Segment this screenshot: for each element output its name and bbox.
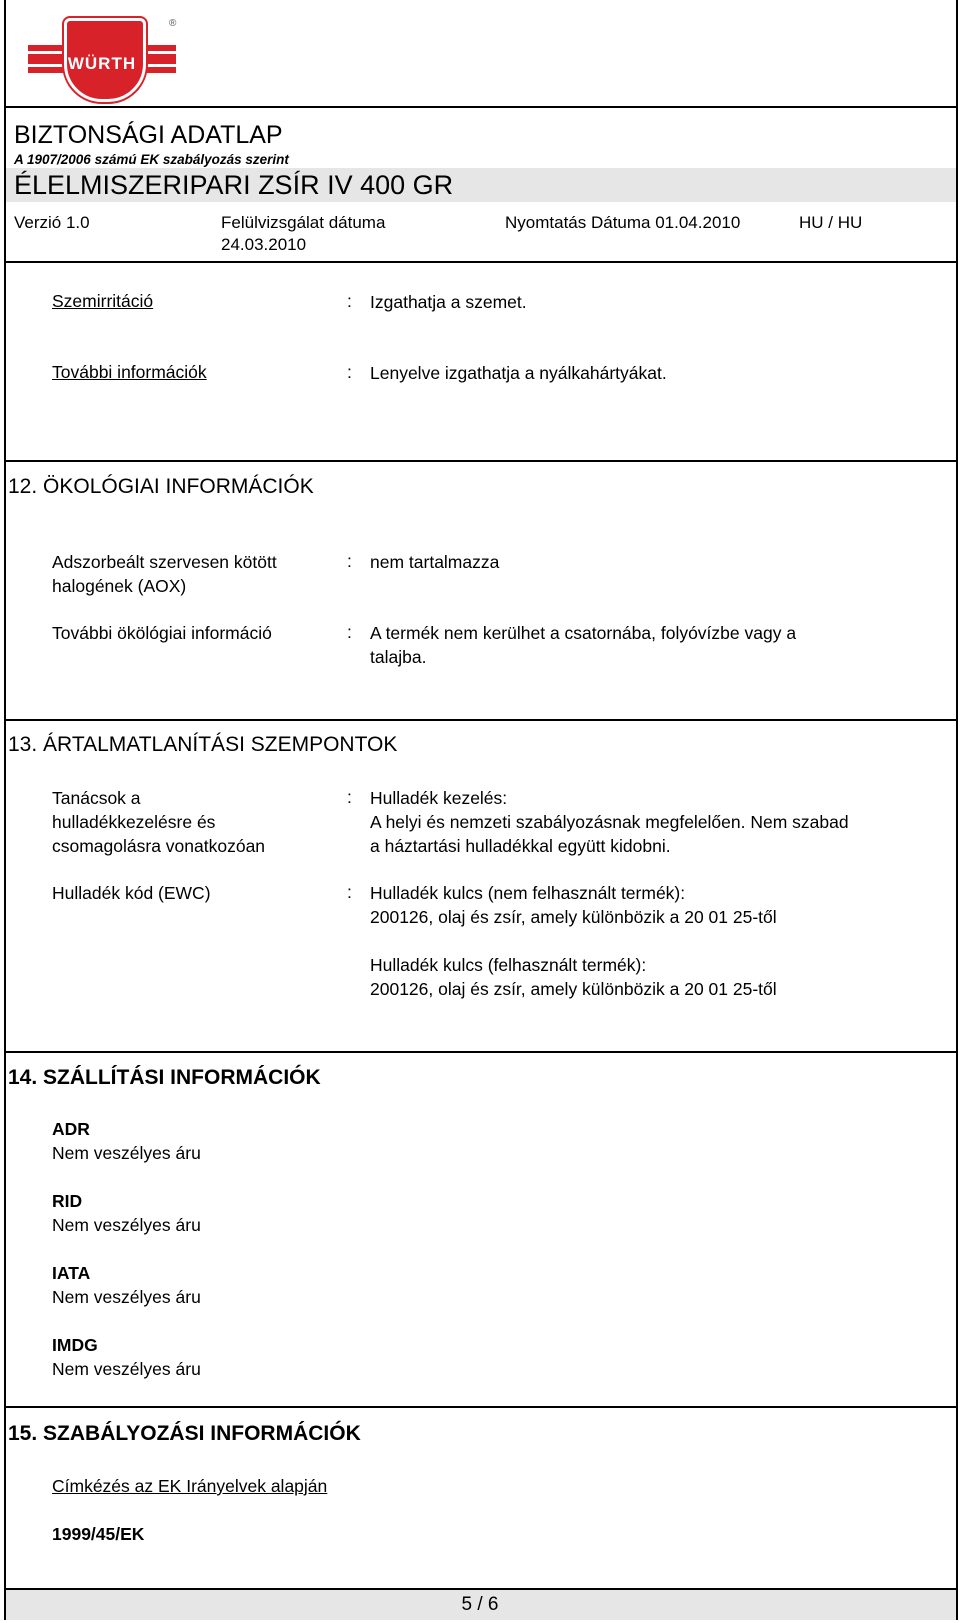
page-number: 5 / 6: [461, 1594, 499, 1615]
document-subtitle: A 1907/2006 számú EK szabályozás szerint: [14, 152, 289, 167]
transport-imdg-name: IMDG: [52, 1335, 98, 1355]
section-14-title: 14. SZÁLLÍTÁSI INFORMÁCIÓK: [8, 1066, 321, 1089]
wurth-logo: [28, 18, 176, 100]
eco-info-value-line-1: A termék nem kerülhet a csatornába, folyóvízbe vagy a: [370, 623, 797, 643]
version: Verzió 1.0: [14, 213, 90, 232]
ewc-unused-heading: Hulladék kulcs (nem felhasznált termék):: [370, 883, 686, 903]
revision-date: 24.03.2010: [221, 235, 307, 254]
ewc-used-value: 200126, olaj és zsír, amely különbözik a 20 01 25-től: [370, 979, 777, 999]
colon: :: [347, 787, 352, 807]
aox-label-line-1: Adszorbeált szervesen kötött: [52, 552, 277, 572]
divider: [4, 106, 958, 108]
colon: :: [347, 882, 352, 902]
registered-mark: ®: [169, 18, 177, 29]
eco-info-value-line-2: talajba.: [370, 647, 427, 667]
transport-adr-value: Nem veszélyes áru: [52, 1143, 201, 1163]
divider: [4, 261, 958, 263]
eco-info-label: További ökölógiai információ: [52, 623, 272, 643]
eye-irritation-value: Izgathatja a szemet.: [370, 292, 527, 312]
colon: :: [347, 362, 352, 382]
transport-rid-value: Nem veszélyes áru: [52, 1215, 201, 1235]
further-info-label: További információk: [52, 362, 207, 382]
section-13-title: 13. ÁRTALMATLANÍTÁSI SZEMPONTOK: [8, 733, 398, 756]
revision-label: Felülvizsgálat dátuma: [221, 213, 386, 232]
aox-label-line-2: halogének (AOX): [52, 576, 187, 596]
ewc-label: Hulladék kód (EWC): [52, 883, 211, 903]
aox-value: nem tartalmazza: [370, 552, 500, 572]
waste-advice-label-line-2: hulladékkezelésre és: [52, 812, 216, 832]
transport-rid-name: RID: [52, 1191, 83, 1211]
transport-iata-value: Nem veszélyes áru: [52, 1287, 201, 1307]
section-15-title: 15. SZABÁLYOZÁSI INFORMÁCIÓK: [8, 1422, 361, 1445]
document-title: BIZTONSÁGI ADATLAP: [14, 121, 283, 149]
section-12-title: 12. ÖKOLÓGIAI INFORMÁCIÓK: [8, 475, 314, 498]
product-name: ÉLELMISZERIPARI ZSÍR IV 400 GR: [14, 170, 454, 200]
directive-number: 1999/45/EK: [52, 1524, 145, 1544]
further-info-value: Lenyelve izgathatja a nyálkahártyákat.: [370, 363, 667, 383]
waste-advice-value-line-2: A helyi és nemzeti szabályozásnak megfelelően. Nem szabad: [370, 812, 849, 832]
waste-advice-value-line-3: a háztartási hulladékkal együtt kidobni.: [370, 836, 671, 856]
labelling-subheading: Címkézés az EK Irányelvek alapján: [52, 1476, 328, 1496]
waste-advice-value-line-1: Hulladék kezelés:: [370, 788, 508, 808]
waste-advice-label-line-3: csomagolásra vonatkozóan: [52, 836, 266, 856]
transport-iata-name: IATA: [52, 1263, 91, 1283]
transport-adr-name: ADR: [52, 1119, 90, 1139]
divider: [4, 1051, 958, 1053]
waste-advice-label-line-1: Tanácsok a: [52, 788, 141, 808]
divider: [4, 719, 958, 721]
divider: [4, 1406, 958, 1408]
print-date: Nyomtatás Dátuma 01.04.2010: [505, 213, 741, 232]
colon: :: [347, 622, 352, 642]
logo-text: WÜRTH: [67, 54, 137, 73]
language: HU / HU: [799, 213, 863, 232]
ewc-unused-value: 200126, olaj és zsír, amely különbözik a 20 01 25-től: [370, 907, 777, 927]
transport-imdg-value: Nem veszélyes áru: [52, 1359, 201, 1379]
colon: :: [347, 551, 352, 571]
eye-irritation-label: Szemirritáció: [52, 291, 154, 311]
colon: :: [347, 291, 352, 311]
divider: [4, 460, 958, 462]
ewc-used-heading: Hulladék kulcs (felhasznált termék):: [370, 955, 647, 975]
